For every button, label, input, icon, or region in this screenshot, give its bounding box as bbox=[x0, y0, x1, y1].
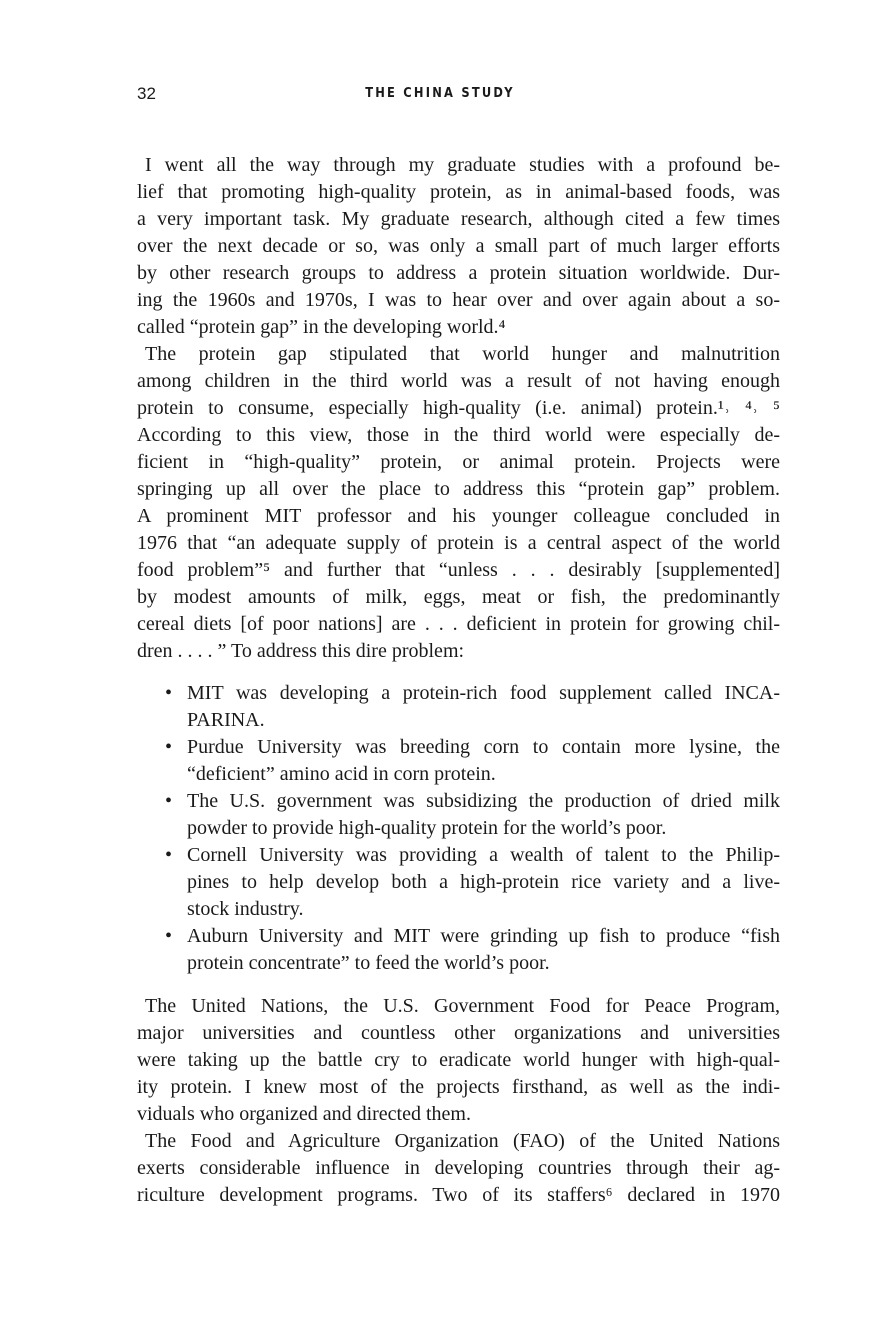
text-line: ing the 1960s and 1970s, I was to hear over and over again about a so- bbox=[137, 289, 780, 311]
paragraph bbox=[137, 1128, 780, 1209]
text-line: Cornell University was providing a wealth of talent to the Philip- bbox=[187, 844, 780, 866]
paragraphs-after-list bbox=[137, 993, 780, 1209]
text-line: powder to provide high-quality protein for the world’s poor. bbox=[187, 817, 667, 839]
text-line: “deficient” amino acid in corn protein. bbox=[187, 763, 496, 785]
text-line: viduals who organized and directed them. bbox=[137, 1103, 471, 1125]
text-line: riculture development programs. Two of its staffers⁶ declared in 1970 bbox=[137, 1184, 780, 1206]
text-line: among children in the third world was a result of not having enough bbox=[137, 370, 780, 392]
text-line: The United Nations, the U.S. Government Food for Peace Program, bbox=[145, 995, 780, 1017]
text-line: dren . . . . ” To address this dire problem: bbox=[137, 640, 465, 662]
running-title: THE CHINA STUDY bbox=[365, 85, 515, 101]
text-line: PARINA. bbox=[187, 709, 265, 731]
text-line: A prominent MIT professor and his younger colleague concluded in bbox=[137, 505, 780, 527]
text-line: MIT was developing a protein-rich food supplement called INCA- bbox=[187, 682, 780, 704]
text-line: The Food and Agriculture Organization (FAO) of the United Nations bbox=[145, 1130, 780, 1152]
bullet-item bbox=[137, 842, 780, 923]
text-line: by other research groups to address a protein situation worldwide. Dur- bbox=[137, 262, 780, 284]
text-line: exerts considerable influence in developing countries through their ag- bbox=[137, 1157, 780, 1179]
bullet-item bbox=[137, 923, 780, 977]
text-line: Auburn University and MIT were grinding up fish to produce “fish bbox=[187, 925, 780, 947]
paragraph bbox=[137, 152, 780, 341]
paragraph bbox=[137, 341, 780, 665]
text-line: According to this view, those in the third world were especially de- bbox=[137, 424, 780, 446]
text-line: by modest amounts of milk, eggs, meat or fish, the predominantly bbox=[137, 586, 780, 608]
text-line: The U.S. government was subsidizing the production of dried milk bbox=[187, 790, 780, 812]
text-line: a very important task. My graduate research, although cited a few times bbox=[137, 208, 780, 230]
text-line: ficient in “high-quality” protein, or animal protein. Projects were bbox=[137, 451, 780, 473]
text-line: major universities and countless other organizations and universities bbox=[137, 1022, 780, 1044]
text-line: protein concentrate” to feed the world’s poor. bbox=[187, 952, 550, 974]
text-line: over the next decade or so, was only a small part of much larger efforts bbox=[137, 235, 780, 257]
bullet-item bbox=[137, 788, 780, 842]
bullet-icon: • bbox=[165, 736, 173, 758]
text-line: The protein gap stipulated that world hunger and malnutrition bbox=[145, 343, 780, 365]
text-line: 1976 that “an adequate supply of protein is a central aspect of the world bbox=[137, 532, 780, 554]
text-line: pines to help develop both a high-protein rice variety and a live- bbox=[187, 871, 780, 893]
bullet-item bbox=[137, 734, 780, 788]
bullet-icon: • bbox=[165, 682, 173, 704]
text-line: food problem”⁵ and further that “unless . . . desirably [supplemented] bbox=[137, 559, 780, 581]
bullet-icon: • bbox=[165, 925, 173, 947]
paragraph bbox=[137, 993, 780, 1128]
text-line: called “protein gap” in the developing world.⁴ bbox=[137, 316, 506, 338]
bullet-list bbox=[137, 680, 780, 977]
bullet-item bbox=[137, 680, 780, 734]
text-line: were taking up the battle cry to eradicate world hunger with high-qual- bbox=[137, 1049, 780, 1071]
text-line: lief that promoting high-quality protein, as in animal-based foods, was bbox=[137, 181, 780, 203]
text-line: I went all the way through my graduate studies with a profound be- bbox=[145, 154, 780, 176]
text-line: Purdue University was breeding corn to contain more lysine, the bbox=[187, 736, 780, 758]
text-line: cereal diets [of poor nations] are . . . deficient in protein for growing chil- bbox=[137, 613, 780, 635]
text-line: stock industry. bbox=[187, 898, 304, 920]
bullet-icon: • bbox=[165, 790, 173, 812]
paragraphs-before-list bbox=[137, 152, 780, 665]
page-number: 32 bbox=[137, 84, 156, 103]
body-text bbox=[137, 152, 780, 1209]
text-line: ity protein. I knew most of the projects firsthand, as well as the indi- bbox=[137, 1076, 780, 1098]
text-line: protein to consume, especially high-quality (i.e. animal) protein.¹˒ ⁴˒ ⁵ bbox=[137, 397, 780, 419]
bullet-icon: • bbox=[165, 844, 173, 866]
text-line: springing up all over the place to address this “protein gap” problem. bbox=[137, 478, 780, 500]
